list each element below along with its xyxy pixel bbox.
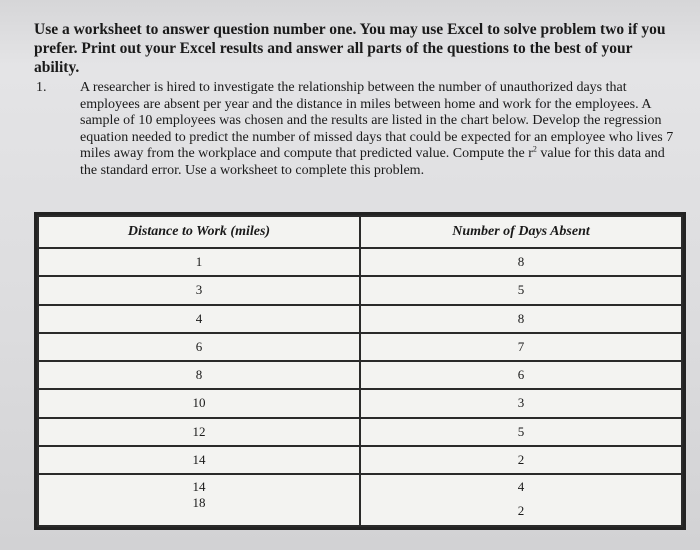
- table-row-last: [38, 474, 682, 526]
- distance-cell: 14: [38, 446, 360, 474]
- distance-cell: 8: [38, 361, 360, 389]
- distance-cell-stacked: [38, 474, 360, 526]
- data-table: [37, 215, 683, 527]
- table-row: [38, 248, 682, 276]
- question-number: 1.: [36, 80, 47, 95]
- table-row: [38, 418, 682, 446]
- distance-cell: 6: [38, 333, 360, 361]
- table-row: [38, 389, 682, 417]
- header-days-absent: Number of Days Absent: [360, 216, 682, 248]
- days-cell: 8: [360, 305, 682, 333]
- days-cell: 3: [360, 389, 682, 417]
- distance-value: 14: [192, 479, 206, 494]
- question-text: [80, 80, 680, 180]
- days-cell: 7: [360, 333, 682, 361]
- distance-cell: 12: [38, 418, 360, 446]
- question-text-part1: A researcher is hired to investigate the relationship between the number of unauthorized days that employees are absent per year and the distance in miles between home and work for the employees. A sample of 10 employees was chosen and the results are listed in the chart below. Develop the regression equation needed to predict the number of missed days that could be expected for an employee who lives 7 miles away from the workplace and compute that predicted value. Compute the r: [80, 80, 674, 162]
- header-distance: Distance to Work (miles): [38, 216, 360, 248]
- days-cell: 5: [360, 276, 682, 304]
- days-cell-stacked: [360, 474, 682, 526]
- distance-cell: 4: [38, 305, 360, 333]
- days-cell: 2: [360, 446, 682, 474]
- table-row: [38, 305, 682, 333]
- distance-cell: 1: [38, 248, 360, 276]
- days-cell: 6: [360, 361, 682, 389]
- r-squared-superscript: 2: [532, 144, 537, 154]
- question-text-part2: value for this data and the standard error. Use a worksheet to complete this problem.: [80, 146, 665, 178]
- days-cell: 8: [360, 248, 682, 276]
- table-row: [38, 276, 682, 304]
- data-table-frame: [34, 212, 686, 530]
- days-cell: 5: [360, 418, 682, 446]
- table-row: [38, 333, 682, 361]
- distance-value: 18: [192, 495, 206, 510]
- table-header-row: [38, 216, 682, 248]
- days-value: 2: [517, 503, 525, 518]
- table-row: [38, 446, 682, 474]
- instructions-text: Use a worksheet to answer question number one. You may use Excel to solve problem two if you prefer. Print out your Excel results and answer all parts of the questions to the best of your ability.: [34, 21, 666, 76]
- table-row: [38, 361, 682, 389]
- days-value: 4: [517, 479, 525, 494]
- distance-cell: 10: [38, 389, 360, 417]
- distance-cell: 3: [38, 276, 360, 304]
